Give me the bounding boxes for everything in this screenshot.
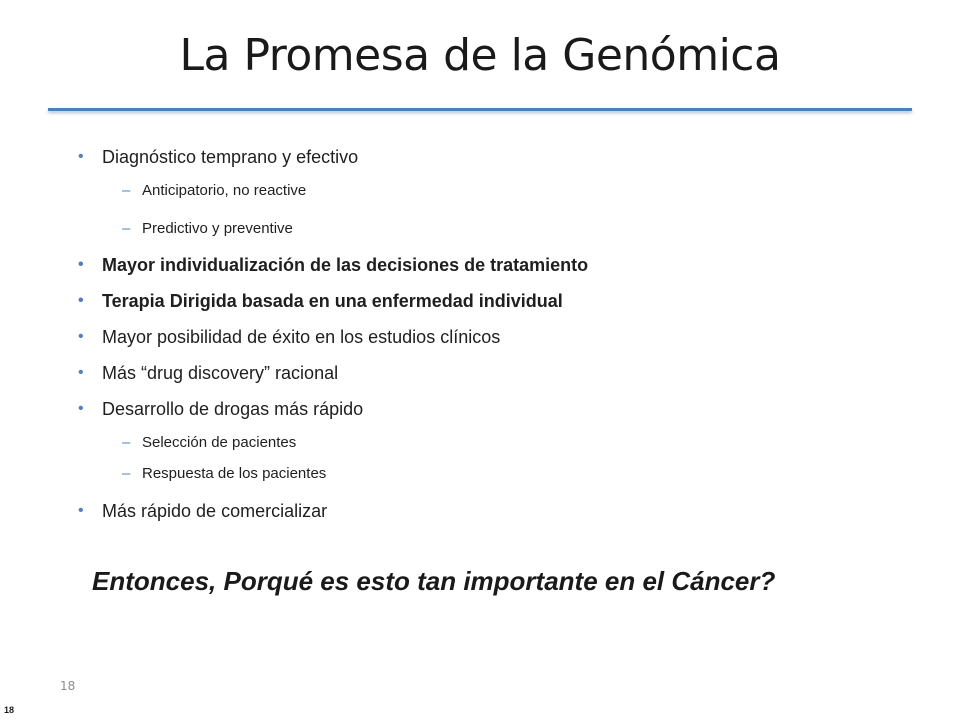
bullet-text: Más rápido de comercializar (102, 501, 328, 521)
bullet-text: Diagnóstico temprano y efectivo (102, 147, 359, 167)
bullet-marker: • (78, 502, 84, 519)
sub-bullet-marker: – (122, 465, 131, 482)
bullet-text: Desarrollo de drogas más rápido (102, 399, 364, 419)
bullet-item (78, 146, 898, 168)
bullet-text: Mayor posibilidad de éxito en los estudios clínicos (102, 327, 501, 347)
sub-bullet-marker: – (122, 434, 131, 451)
bullet-text: Más “drug discovery” racional (102, 363, 339, 383)
sub-bullet-item (78, 434, 898, 452)
sub-bullet-text: Selección de pacientes (142, 434, 297, 451)
sub-bullet-item (78, 182, 898, 200)
bullet-item (78, 326, 898, 348)
sub-bullet-item (78, 220, 898, 238)
bullet-marker: • (78, 400, 84, 417)
bullet-marker: • (78, 148, 84, 165)
sub-bullet-text: Respuesta de los pacientes (142, 465, 327, 482)
bullet-item (78, 362, 898, 384)
footer-page-number: 18 (4, 705, 15, 715)
closing-question: Entonces, Porqué es esto tan importante en el Cáncer? (92, 566, 776, 596)
bullet-item (78, 290, 898, 312)
sub-bullet-text: Predictivo y preventive (142, 220, 293, 237)
bullet-marker: • (78, 328, 84, 345)
bullet-marker: • (78, 364, 84, 381)
bullet-marker: • (78, 256, 84, 273)
slide-number: 18 (60, 679, 76, 693)
bullet-marker: • (78, 292, 84, 309)
bullet-item (78, 398, 898, 420)
bullet-item (78, 500, 898, 522)
sub-bullet-marker: – (122, 220, 131, 237)
title-divider (48, 108, 912, 111)
sub-bullet-text: Anticipatorio, no reactive (142, 182, 307, 199)
bullet-list (78, 146, 898, 536)
sub-bullet-marker: – (122, 182, 131, 199)
bullet-text: Mayor individualización de las decisiones de tratamiento (102, 255, 589, 275)
bullet-item (78, 254, 898, 276)
bullet-text: Terapia Dirigida basada en una enfermedad individual (102, 291, 563, 311)
slide-title: La Promesa de la Genómica (179, 30, 781, 81)
sub-bullet-item (78, 465, 898, 483)
